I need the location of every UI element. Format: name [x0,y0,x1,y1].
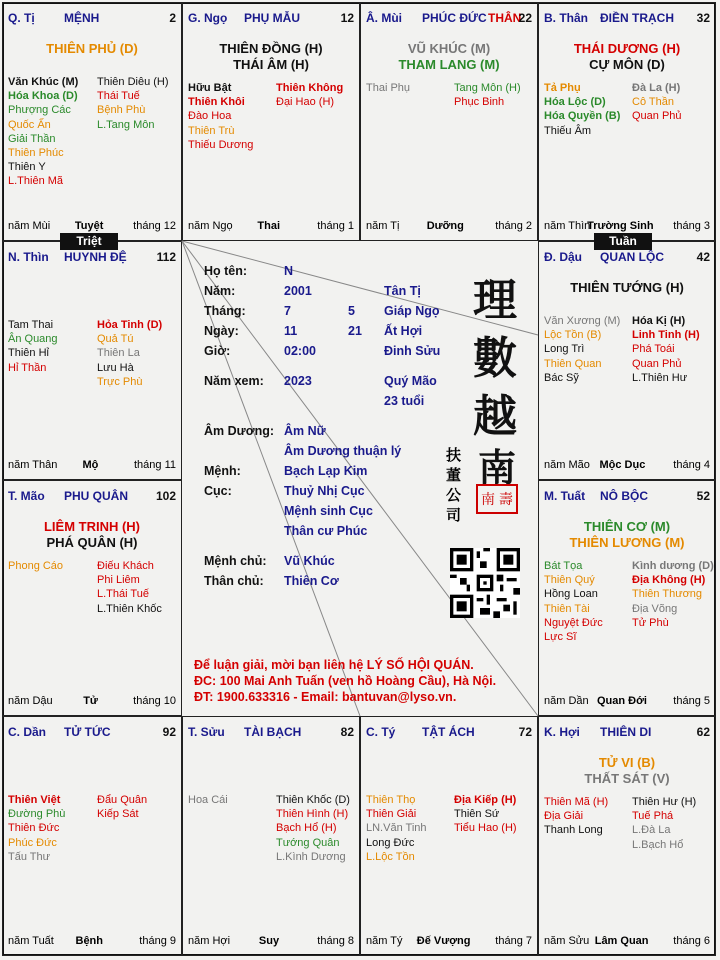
minor-star: Hóa Kị (H) [632,315,686,327]
palace-year: năm Thân [8,459,58,471]
palace-stage: Quan Đới [597,695,647,707]
minor-star: Tấu Thư [8,850,51,863]
minor-star: Tướng Quân [276,836,340,849]
minor-star: Thiên Mã (H) [544,796,609,808]
ho-ten-label: Họ tên: [204,264,248,278]
minor-star: Thai Phụ [366,82,411,94]
palace-branch: G. Ngọ [188,11,228,25]
cuc-label: Cục: [204,484,232,498]
main-star: TỬ VI (B) [598,755,656,770]
calligraphy-nam: 南 [477,445,516,490]
palace-branch: Đ. Dậu [544,250,583,264]
contact-line-1: Để luận giải, mời bạn liên hệ LÝ SỐ HỘI QUÁN. [194,658,474,672]
minor-star: Hỉ Thần [8,361,47,374]
palace-stage: Trường Sinh [587,220,654,232]
minor-star: Cô Thần [632,96,674,109]
palace-year: năm Tý [366,935,403,947]
main-star: THÁI ÂM (H) [233,57,309,72]
minor-star: Phục Binh [454,96,505,109]
minor-star: Thiên Khôi [188,96,245,109]
minor-star: Phi Liêm [97,574,140,587]
minor-star: Thiên Phúc [8,147,64,160]
cuc-relation: Mệnh sinh Cục [284,504,373,518]
palace-stage: Dưỡng [426,220,464,232]
palace-name: THIÊN DI [600,725,652,739]
small-calligraphy [446,445,464,525]
minor-star: Kiếp Sát [97,808,139,821]
minor-star: Hữu Bật [188,82,232,94]
minor-star: Linh Tinh (H) [632,329,700,342]
palace-branch: Â. Mùi [366,11,402,25]
gio-label: Giờ: [204,344,231,358]
calligraphy-char: 數 [473,333,517,384]
minor-star: Lực Sĩ [544,631,577,644]
minor-star: LN.Văn Tinh [366,822,427,835]
minor-star: Thiên Quý [544,574,595,587]
minor-star: L.Lộc Tồn [366,850,415,863]
palace-name: NÔ BỘC [600,489,648,503]
palace-branch: Q. Tị [8,11,35,25]
palace-number: 42 [696,250,710,264]
palace-month: tháng 6 [673,935,710,947]
small-calligraphy-char: 司 [446,506,462,524]
minor-star: Đà La (H) [632,82,681,94]
minor-star: Văn Xương (M) [544,315,621,327]
palace-stage: Thai [257,220,281,232]
palace-stage: Tuyệt [74,220,104,232]
minor-star: Long Đức [366,836,415,849]
small-calligraphy-char: 公 [446,486,462,504]
nam-xem-value: 2023 [284,374,312,388]
palace-stage: Tử [83,695,98,707]
palace-year: năm Dậu [8,695,53,707]
minor-star: Lộc Tồn (B) [544,329,602,342]
palace-stage: Mộc Dục [599,459,646,471]
palace-number: 92 [162,725,176,739]
palace-stage: Mộ [82,459,99,471]
palace-number: 82 [340,725,354,739]
minor-star: Giải Thần [8,132,56,145]
ngay-am: 21 [348,324,362,338]
tuoi: 23 tuổi [384,394,425,408]
minor-star: Thiên Quan [544,357,602,370]
palace-number: 62 [696,725,710,739]
minor-star: Kình dương (D) [632,560,714,572]
nam-xem-label: Năm xem: [204,374,264,388]
palace-branch: N. Thìn [8,250,49,264]
minor-star: L.Kình Dương [276,850,346,863]
palace-name: TỬ TỨC [64,725,111,739]
menh-chu-label: Mệnh chủ: [204,554,267,568]
than-chu-label: Thân chủ: [204,574,264,588]
minor-star: Phong Cáo [8,560,64,572]
minor-star: Hỏa Tinh (D) [97,319,163,331]
palace-year: năm Sửu [544,935,590,947]
nam-label: Năm: [204,284,236,298]
palace-year: năm Mão [544,459,590,471]
nam-can-chi: Tân Tị [384,284,421,298]
palace-name: PHU QUÂN [64,489,129,503]
minor-star: Thiên Việt [8,794,61,806]
minor-star: Lưu Hà [97,361,134,374]
minor-star: Nguyệt Đức [544,616,603,629]
palace-name: PHỤ MẪU [244,11,300,25]
minor-star: Đẩu Quân [97,794,148,806]
minor-star: L.Thiên Hư [632,371,688,384]
cuc-value: Thuỷ Nhị Cục [284,484,365,498]
minor-star: Quan Phủ [632,357,682,370]
palace-month: tháng 12 [133,220,176,232]
minor-star: Tuế Phá [632,810,674,823]
minor-star: Địa Giải [544,810,584,823]
minor-star: Thanh Long [544,824,603,837]
than-cu: Thân cư Phúc [284,524,368,538]
palace-branch: B. Thân [544,11,588,25]
minor-star: Thiên Trù [188,124,235,137]
minor-star: Thiên Y [8,161,46,174]
than-chu-value: Thiên Cơ [284,574,339,588]
palace-year: năm Hợi [188,935,231,947]
minor-star: Tiểu Hao (H) [454,822,517,835]
minor-star: Thiên Thọ [366,794,416,806]
palace-month: tháng 3 [673,220,710,232]
palace-name: TẬT ÁCH [422,725,475,739]
small-calligraphy-char: 扶 [446,446,462,464]
palace-year: năm Mùi [8,220,51,232]
minor-star: Hồng Loan [544,588,598,601]
ho-ten-value: N [284,264,294,278]
palace-name: TÀI BẠCH [244,725,302,739]
main-star: THIÊN TƯỚNG (H) [570,280,684,295]
palace-branch: K. Hợi [544,725,580,739]
minor-star: L.Thái Tuế [97,588,149,601]
palace-branch: T. Mão [8,489,45,503]
minor-star: Bệnh Phù [97,104,146,117]
minor-star: Tử Phù [632,616,669,629]
tuan-badge: Tuần [594,233,652,250]
palace-name: ĐIỀN TRẠCH [600,11,674,25]
minor-star: Tam Thai [8,319,54,331]
gio-value: 02:00 [284,344,316,358]
palace-year: năm Ngọ [188,220,233,232]
minor-star: L.Đà La [632,824,671,837]
qr-code[interactable] [450,548,520,618]
palace-name: MỆNH [64,11,100,25]
minor-star: Trực Phù [97,375,143,388]
minor-star: Phúc Đức [8,836,57,849]
palace-stage: Bệnh [75,935,103,947]
minor-star: Phá Toái [632,343,675,356]
palace-than-marker: THÂN [488,11,522,25]
main-star: THAM LANG (M) [398,57,500,72]
minor-star: Thiên Sứ [454,808,500,821]
thang-label: Tháng: [204,304,246,318]
am-duong-ly: Âm Dương thuận lý [284,444,402,458]
gio-can-chi: Đinh Sửu [384,344,441,358]
palace-number: 22 [518,11,532,25]
minor-star: Long Trì [544,343,585,356]
minor-star: Văn Khúc (M) [8,76,79,88]
main-star: VŨ KHÚC (M) [407,41,491,56]
minor-star: Thiên Diêu (H) [97,76,169,88]
palace-number: 112 [156,250,176,264]
minor-star: Bát Tọa [544,560,583,572]
nam-value: 2001 [284,284,312,298]
minor-star: Tả Phụ [544,82,581,94]
minor-star: Phượng Các [8,104,71,117]
thang-can-chi: Giáp Ngọ [384,304,440,318]
minor-star: L.Thiên Khốc [97,602,162,615]
palace-name: QUAN LỘC [600,250,664,264]
minor-star: Hóa Quyền (B) [544,110,621,123]
calligraphy-char: 理 [473,275,517,326]
minor-star: Thiếu Âm [544,124,592,137]
palace-month: tháng 8 [317,935,354,947]
minor-star: Bác Sỹ [544,371,579,384]
main-star: THÁI DƯƠNG (H) [573,41,681,56]
ngay-label: Ngày: [204,324,239,338]
main-star: THIÊN PHỦ (D) [46,41,138,56]
minor-star: Thiên Không [276,82,344,94]
palace-name: HUYNH ĐỆ [64,250,127,264]
minor-star: Thái Tuế [97,90,140,103]
minor-star: L.Thiên Mã [8,175,64,188]
palace-month: tháng 4 [673,459,710,471]
minor-star: Đại Hao (H) [276,96,335,109]
ngay-can-chi: Ất Hợi [384,324,423,338]
minor-star: Thiên Hình (H) [276,808,349,821]
palace-branch: C. Dần [8,725,47,739]
am-duong-label: Âm Dương: [204,424,275,438]
minor-star: Quả Tú [97,333,134,346]
palace-branch: C. Tý [366,725,396,739]
palace-branch: T. Sửu [188,725,225,739]
palace-number: 52 [696,489,710,503]
main-star: THIÊN LƯƠNG (M) [569,535,685,550]
minor-star: Đường Phù [8,808,66,821]
nam-xem-can-chi: Quý Mão [384,374,437,388]
palace-number: 32 [696,11,710,25]
palace-stage: Lâm Quan [594,935,649,947]
palace-branch: M. Tuất [544,489,586,503]
minor-star: Thiên La [97,347,140,360]
contact-line-3: ĐT: 1900.633316 - Email: bantuvan@lyso.vn. [194,690,457,704]
am-duong-value: Âm Nữ [284,424,326,438]
minor-star: Đào Hoa [188,110,232,123]
palace-month: tháng 7 [495,935,532,947]
main-star: PHÁ QUÂN (H) [46,535,138,550]
palace-stage: Đế Vượng [416,935,471,947]
main-star: THẤT SÁT (V) [584,771,670,786]
minor-star: Hoa Cái [188,794,228,806]
palace-month: tháng 10 [133,695,176,707]
calligraphy-title [465,272,525,446]
small-calligraphy-char: 董 [446,466,462,484]
minor-star: Thiên Đức [8,822,60,835]
ngay-value: 11 [284,324,298,338]
minor-star: Địa Kiếp (H) [454,794,517,806]
menh-label: Mệnh: [204,464,241,478]
minor-star: Địa Không (H) [632,574,706,587]
calligraphy-char: 越 [473,391,517,442]
menh-chu-value: Vũ Khúc [284,554,335,568]
main-star: LIÊM TRINH (H) [43,519,141,534]
minor-star: Thiên Giải [366,808,417,821]
thang-value: 7 [284,304,291,318]
contact-line-2: ĐC: 100 Mai Anh Tuấn (ven hồ Hoàng Cầu), Hà Nội. [194,674,497,688]
minor-star: Hóa Lộc (D) [544,96,606,109]
minor-star: Hóa Khoa (D) [8,90,78,103]
palace-month: tháng 9 [139,935,176,947]
minor-star: Quan Phủ [632,110,682,123]
minor-star: Thiên Hỉ [8,347,49,360]
minor-star: L.Bạch Hổ [632,838,684,851]
main-star: THIÊN ĐỒNG (H) [219,41,323,56]
minor-star: Ân Quang [8,333,58,346]
minor-star: Thiên Khốc (D) [276,794,350,806]
palace-stage: Suy [258,935,280,947]
minor-star: Bạch Hổ (H) [276,822,337,835]
palace-number: 12 [340,11,354,25]
palace-name: PHÚC ĐỨC [422,11,487,25]
palace-month: tháng 1 [317,220,354,232]
palace-year: năm Dần [544,695,589,707]
minor-star: Thiếu Dương [188,138,254,151]
triet-badge: Triệt [60,233,118,250]
minor-star: Điếu Khách [97,560,154,572]
palace-month: tháng 11 [133,459,176,471]
minor-star: Địa Võng [632,602,678,615]
palace-month: tháng 2 [495,220,532,232]
thang-am: 5 [348,304,355,318]
minor-star: Thiên Hư (H) [632,796,697,808]
minor-star: Thiên Tài [544,602,590,615]
palace-year: năm Tị [366,220,400,232]
palace-number: 2 [169,11,176,25]
palace-number: 102 [155,489,176,503]
palace-number: 72 [518,725,532,739]
menh-value: Bạch Lạp Kim [284,464,368,478]
minor-star: Thiên Thương [632,588,703,601]
palace-month: tháng 5 [673,695,710,707]
main-star: THIÊN CƠ (M) [583,519,671,534]
palace-year: năm Thìn [544,220,591,232]
minor-star: Quốc Ấn [8,118,51,131]
red-seal: 南 壽 [476,484,518,514]
minor-star: L.Tang Môn [97,118,155,131]
palace-year: năm Tuất [8,935,54,947]
minor-star: Tang Môn (H) [454,82,521,94]
main-star: CỰ MÔN (D) [589,57,665,72]
